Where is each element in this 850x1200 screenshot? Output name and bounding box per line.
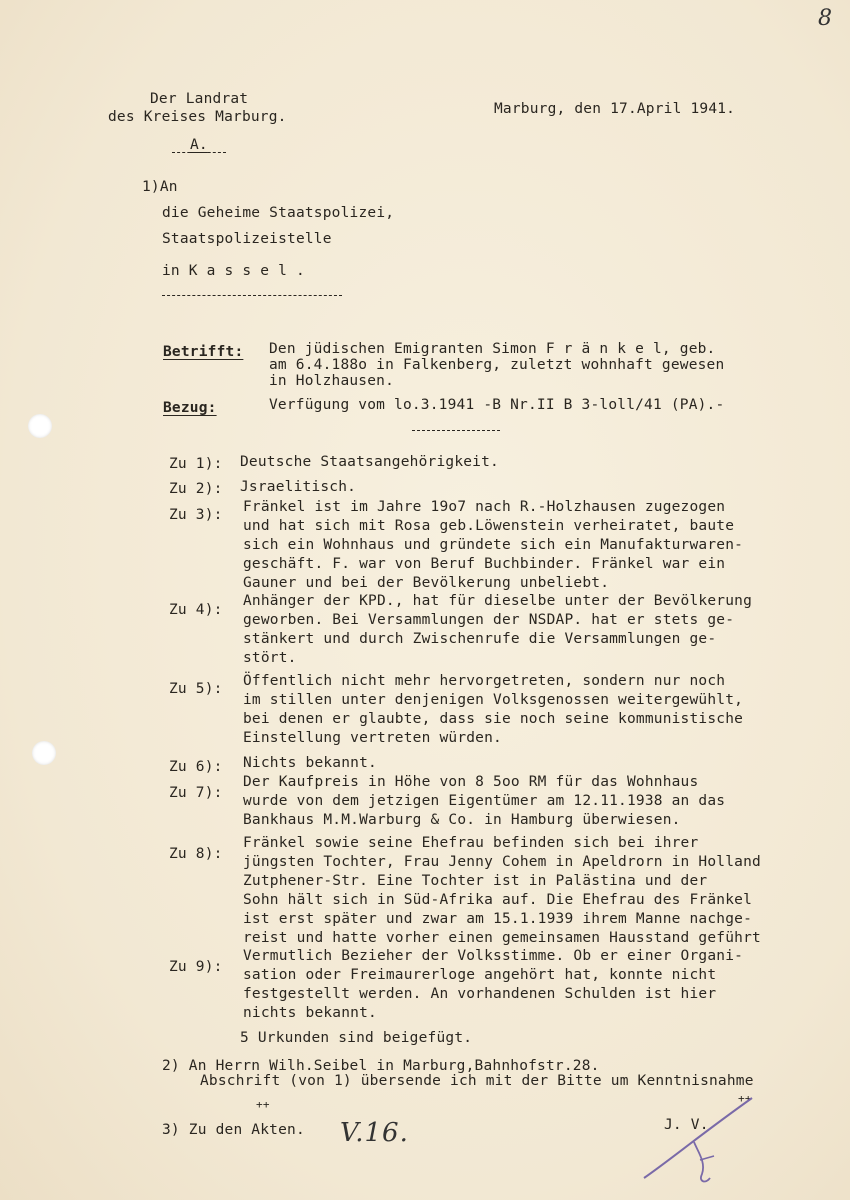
item-label: Zu 5): [169, 681, 223, 697]
signature-label: J. V. [664, 1117, 709, 1133]
recipient-line-1: die Geheime Staatspolizei, [162, 205, 395, 221]
item-label: Zu 4): [169, 602, 223, 618]
item-label: Zu 8): [169, 846, 223, 862]
reference-mark: A. [190, 137, 208, 153]
second-instruction-line-2: Abschrift (von 1) übersende ich mit der Bitte um Kenntnisnahme [200, 1073, 754, 1089]
reference-mark-underline [172, 152, 226, 153]
punch-hole-top [28, 414, 52, 438]
third-instruction: 3) Zu den Akten. [162, 1122, 305, 1138]
subject-line-2: am 6.4.188o in Falkenberg, zuletzt wohnhaft gewesen [269, 357, 725, 373]
mark-right: ++ [738, 1092, 752, 1105]
place-date: Marburg, den 17.April 1941. [494, 101, 736, 117]
item-label: Zu 2): [169, 481, 223, 497]
mark-left: ++ [256, 1098, 270, 1111]
subject-label: Betrifft: [163, 344, 244, 360]
reference-text: Verfügung vom lo.3.1941 -B Nr.II B 3-loll/41 (PA).- [269, 397, 725, 413]
reference-divider [412, 430, 500, 431]
subject-line-1: Den jüdischen Emigranten Simon F r ä n k e l, geb. [269, 341, 716, 357]
recipient-line-2: Staatspolizeistelle [162, 231, 332, 247]
page-number: 8 [818, 6, 832, 31]
item-text: Fränkel sowie seine Ehefrau befinden sich bei ihrer jüngsten Tochter, Frau Jenny Cohem in Apeldrorn in Holland Zutphener-Str. Eine Tochter ist in Palästina und der Sohn hält sich in Süd-Afrika auf. Die Ehefrau des Fränkel ist erst später und zwar am 15.1.1939 ihrem Manne nachge- reist und hatte vorher einen gemeinsamen Hausstand geführt [243, 835, 761, 946]
sender-line-2: des Kreises Marburg. [108, 109, 287, 125]
item-text: Jsraelitisch. [240, 479, 357, 495]
item-text: Fränkel ist im Jahre 19o7 nach R.-Holzhausen zugezogen und hat sich mit Rosa geb.Löwenstein verheiratet, baute sich ein Wohnhaus und gründete sich ein Manufakturwaren- geschäft. F. war von Beruf Buchbinder. Fränkel war ein Gauner und bei der Bevölkerung unbeliebt. [243, 499, 744, 591]
item-text: Anhänger der KPD., hat für dieselbe unter der Bevölkerung geworben. Bei Versammlungen der NSDAP. hat er stets ge- stänkert und durch Zwischenrufe die Versammlungen ge- stört. [243, 593, 752, 666]
handwritten-initials: V.16. [340, 1118, 409, 1148]
subject-line-3: in Holzhausen. [269, 373, 395, 389]
recipient-line-3: in K a s s e l . [162, 263, 305, 279]
second-instruction-line-1: 2) An Herrn Wilh.Seibel in Marburg,Bahnhofstr.28. [162, 1058, 600, 1074]
item-text: Vermutlich Bezieher der Volksstimme. Ob er einer Organi- sation oder Freimaurerloge angehört hat, konnte nicht festgestellt werden. An vorhandenen Schulden ist hier nichts bekannt. [243, 948, 744, 1021]
item-label: Zu 7): [169, 785, 223, 801]
reference-label: Bezug: [163, 400, 217, 416]
item-text: Der Kaufpreis in Höhe von 8 5oo RM für das Wohnhaus wurde von dem jetzigen Eigentümer am 12.11.1938 an das Bankhaus M.M.Warburg & Co. in Hamburg überwiesen. [243, 774, 726, 828]
signature-stroke [640, 1090, 760, 1190]
item-text: Deutsche Staatsangehörigkeit. [240, 454, 499, 470]
item-label: Zu 1): [169, 456, 223, 472]
punch-hole-bottom [32, 741, 56, 765]
item-label: Zu 3): [169, 507, 223, 523]
item-text: Nichts bekannt. [243, 755, 377, 771]
sender-line-1: Der Landrat [150, 91, 249, 107]
recipient-number: 1)An [142, 179, 178, 195]
item-text: Öffentlich nicht mehr hervorgetreten, sondern nur noch im stillen unter denjenigen Volksgenossen weitergewühlt, bei denen er glaubte, dass sie noch seine kommunistische Einstellung vertreten würden. [243, 673, 744, 746]
enclosures-note: 5 Urkunden sind beigefügt. [240, 1030, 473, 1046]
item-label: Zu 9): [169, 959, 223, 975]
recipient-divider [162, 295, 342, 296]
item-label: Zu 6): [169, 759, 223, 775]
